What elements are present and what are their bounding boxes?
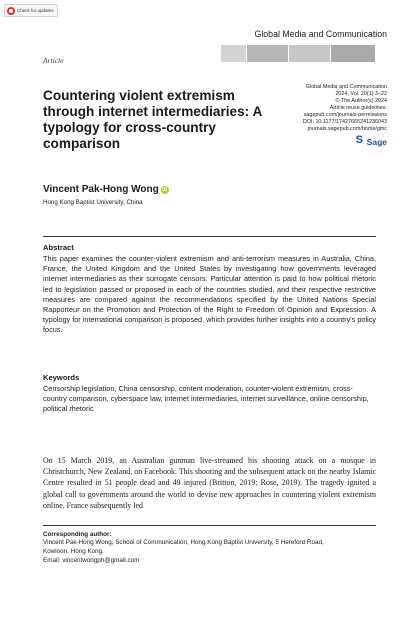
meta-doi[interactable]: DOI: 10.1177/17427665241236043 — [302, 119, 387, 125]
correspondence-details — [43, 539, 376, 565]
check-updates-label: Check for updates — [17, 8, 54, 13]
publisher-name: Sage — [366, 136, 387, 147]
author-name: Vincent Pak-Hong Wong — [43, 184, 159, 195]
header-bar — [331, 45, 375, 62]
check-for-updates-badge[interactable] — [4, 4, 58, 17]
journal-title: Global Media and Communication — [254, 29, 387, 39]
keywords-text: Censorship legislation, China censorship, content moderation, counter-violent extremism, cross-country comparison, cyberspace law, internet intermediaries, internet surveillance, online censorship, political rhetoric — [43, 384, 369, 414]
meta-permissions-link[interactable]: sagepub.com/journals-permissions — [303, 112, 387, 118]
abstract-heading: Abstract — [43, 243, 74, 252]
divider — [43, 236, 376, 237]
correspondence-address: Vincent Pak-Hong Wong, School of Communication, Hong Kong Baptist University, 5 Hereford Road, — [43, 539, 324, 546]
article-type: Article — [43, 56, 64, 65]
publisher-logo — [356, 136, 387, 147]
meta-reuse: Article reuse guidelines: — [329, 105, 387, 111]
header-bar — [247, 45, 288, 62]
article-meta — [303, 84, 387, 133]
check-updates-icon — [7, 7, 15, 15]
meta-home-link[interactable]: journals.sagepub.com/home/gmc — [307, 126, 387, 132]
author — [43, 184, 169, 195]
author-affiliation: Hong Kong Baptist University, China — [43, 199, 143, 206]
divider — [43, 525, 376, 526]
correspondence-city: Kowloon, Hong Kong. — [43, 547, 104, 555]
meta-copyright: © The Author(s) 2024 — [335, 98, 387, 104]
paper-title: Countering violent extremism through internet intermediaries: A typology for cross-country comparison — [43, 88, 262, 151]
sage-icon — [356, 136, 365, 147]
abstract-text: This paper examines the counter-violent extremism and anti-terrorism measures in Australia, China, France, the United Kingdom and the United States by investigating how governments leveraged internet intermediaries as their surrogate censors. Particular attention is paid to how political rhetoric led to legislation passed or proposed in each of the countries studied, and their respective restrictive measures are compared against the recommendations specified by the United Nations Special Rapporteur on the Promotion and Protection of the Right to Freedom of Opinion and Expression. A typology for international comparison is proposed, which provides further insights into a country's policy focus. — [43, 254, 376, 335]
correspondence-heading: Corresponding author: — [43, 531, 112, 538]
orcid-icon[interactable]: iD — [162, 186, 168, 193]
correspondence-email[interactable]: Email: vincentwongph@gmail.com — [43, 556, 140, 564]
header-bar — [221, 45, 246, 62]
body-paragraph: On 15 March 2019, an Australian gunman live-streamed his shooting attack on a mosque in Christchurch, New Zealand, on Facebook. This shooting and the subsequent attack on the nearby Islamic Centre resulted in 51 people dead and 49 injured (Britton, 2019; Rose, 2019). The tragedy ignited a global call to governments around the world to devise new approaches in countering violent extremism online. France subsequently led — [43, 456, 376, 510]
meta-volume: 2024, Vol. 20(1) 3–22 — [335, 91, 387, 97]
header-bars — [221, 45, 375, 62]
keywords-heading: Keywords — [43, 373, 80, 382]
header-bar — [289, 45, 330, 62]
meta-journal: Global Media and Communication — [305, 84, 387, 90]
